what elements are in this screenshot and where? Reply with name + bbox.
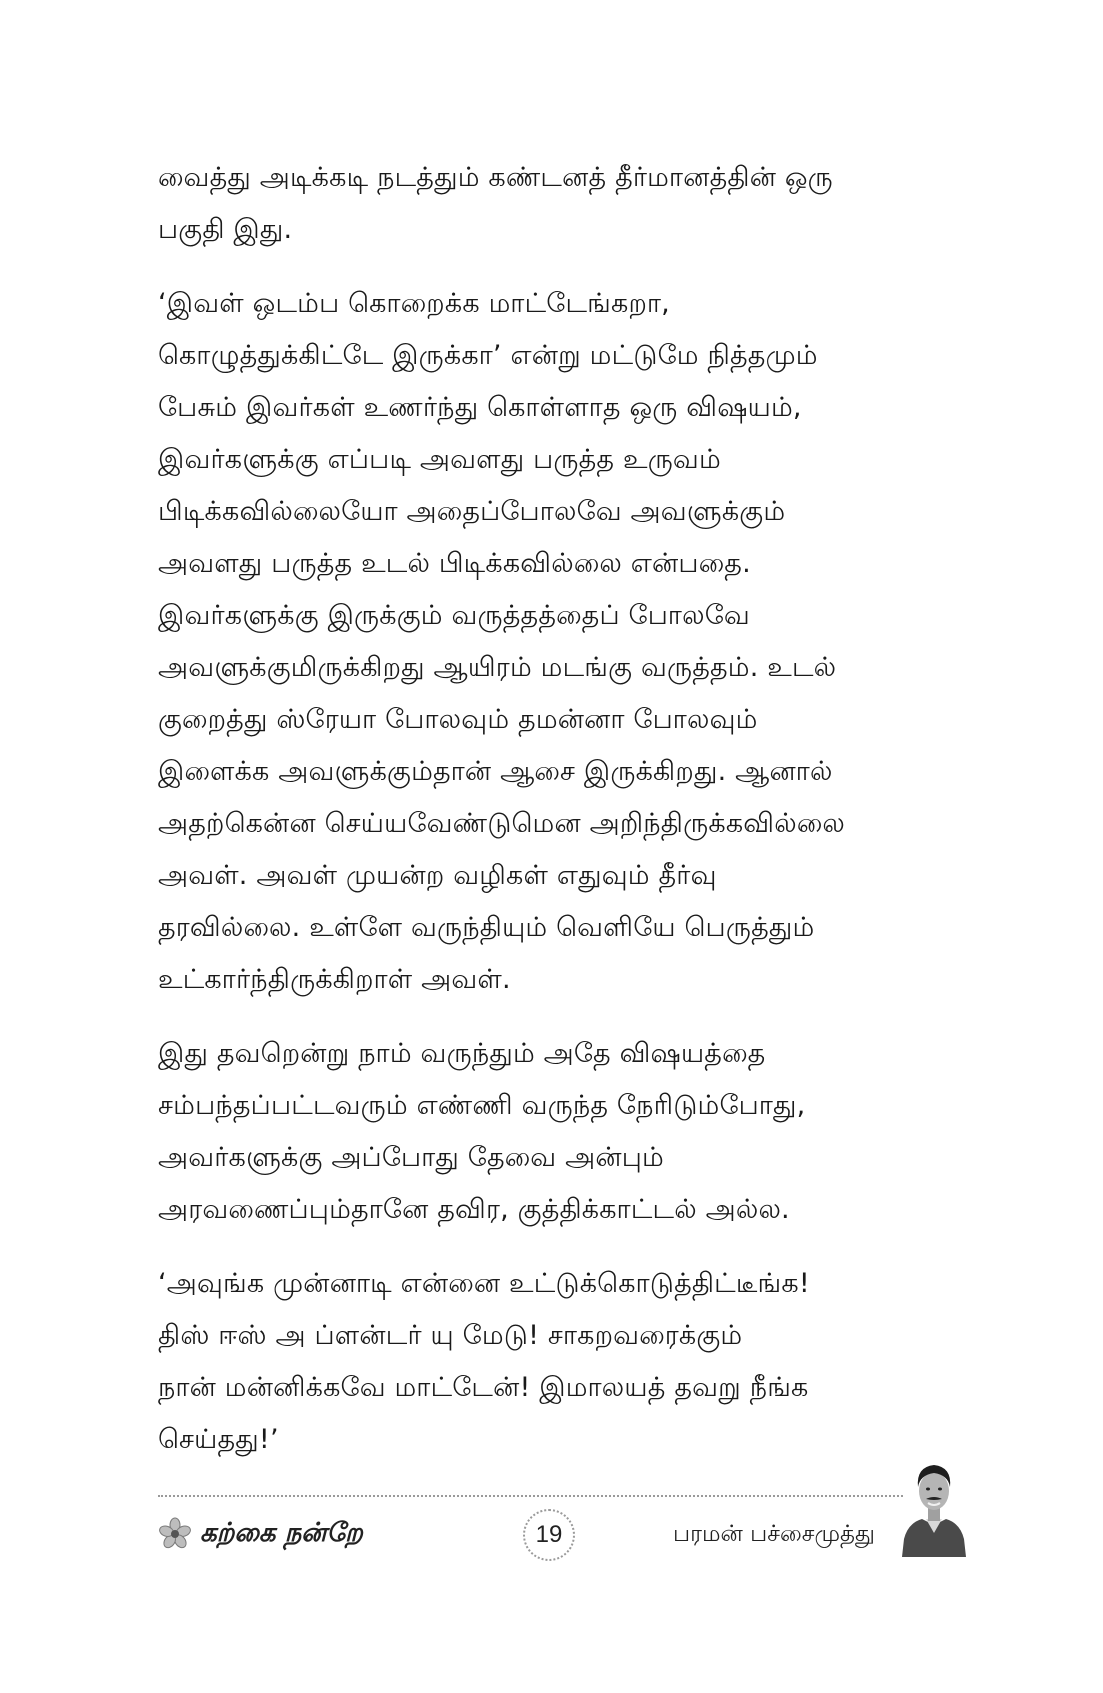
text-line: ‘அவுங்க முன்னாடி என்னை உட்டுக்கொடுத்திட்டீங்க! <box>158 1268 810 1299</box>
text-line: அதற்கென்ன செய்யவேண்டுமென அறிந்திருக்கவில்லை <box>158 808 845 839</box>
text-line: அவளது பருத்த உடல் பிடிக்கவில்லை என்பதை. <box>158 548 751 579</box>
author-photo <box>900 1453 968 1557</box>
text-line: பேசும் இவர்கள் உணர்ந்து கொள்ளாத ஒரு விஷயம், <box>158 392 802 423</box>
text-line: நான் மன்னிக்கவே மாட்டேன்! இமாலயத் தவறு நீங்க <box>158 1372 809 1403</box>
text-line: இவர்களுக்கு எப்படி அவளது பருத்த உருவம் <box>158 444 721 475</box>
text-line: சம்பந்தப்பட்டவரும் எண்ணி வருந்த நேரிடும்போது, <box>158 1090 806 1121</box>
text-line: வைத்து அடிக்கடி நடத்தும் கண்டனத் தீர்மானத்தின் ஒரு <box>158 162 833 193</box>
text-line: இவர்களுக்கு இருக்கும் வருத்தத்தைப் போலவே <box>158 600 750 631</box>
footer-divider <box>158 1495 903 1497</box>
text-line: கொழுத்துக்கிட்டே இருக்கா’ என்று மட்டுமே நித்தமும் <box>158 340 818 371</box>
flower-icon <box>158 1517 192 1551</box>
text-line: அவள். அவள் முயன்ற வழிகள் எதுவும் தீர்வு <box>158 860 717 891</box>
page-number: 19 <box>535 1521 563 1548</box>
paragraph-4 <box>158 1258 958 1466</box>
text-line: அவளுக்குமிருக்கிறது ஆயிரம் மடங்கு வருத்தம். உடல் <box>158 652 837 683</box>
text-line: உட்கார்ந்திருக்கிறாள் அவள். <box>158 964 511 995</box>
text-line: செய்தது!’ <box>158 1424 279 1455</box>
body-text <box>158 152 958 1488</box>
page-footer <box>158 1475 968 1565</box>
book-title: கற்கை நன்றே <box>200 1518 363 1548</box>
text-line: தரவில்லை. உள்ளே வருந்தியும் வெளியே பெருத்தும் <box>158 912 815 943</box>
text-line: இளைக்க அவளுக்கும்தான் ஆசை இருக்கிறது. ஆனால் <box>158 756 833 787</box>
text-line: அவர்களுக்கு அப்போது தேவை அன்பும் <box>158 1142 664 1173</box>
text-line: திஸ் ஈஸ் அ ப்ளன்டர் யு மேடு! சாகறவரைக்கும் <box>158 1320 743 1351</box>
paragraph-3 <box>158 1028 958 1236</box>
text-line: இது தவறென்று நாம் வருந்தும் அதே விஷயத்தை <box>158 1038 766 1069</box>
text-line: குறைத்து ஸ்ரேயா போலவும் தமன்னா போலவும் <box>158 704 758 735</box>
text-line: பகுதி இது. <box>158 214 293 245</box>
text-line: அரவணைப்பும்தானே தவிர, குத்திக்காட்டல் அல்ல. <box>158 1194 790 1225</box>
paragraph-2 <box>158 278 958 1006</box>
text-line: ‘இவள் ஒடம்ப கொறைக்க மாட்டேங்கறா, <box>158 288 670 319</box>
page-number-badge <box>523 1509 575 1561</box>
author-name: பரமன் பச்சைமுத்து <box>673 1521 875 1547</box>
paragraph-1 <box>158 152 958 256</box>
text-line: பிடிக்கவில்லையோ அதைப்போலவே அவளுக்கும் <box>158 496 786 527</box>
